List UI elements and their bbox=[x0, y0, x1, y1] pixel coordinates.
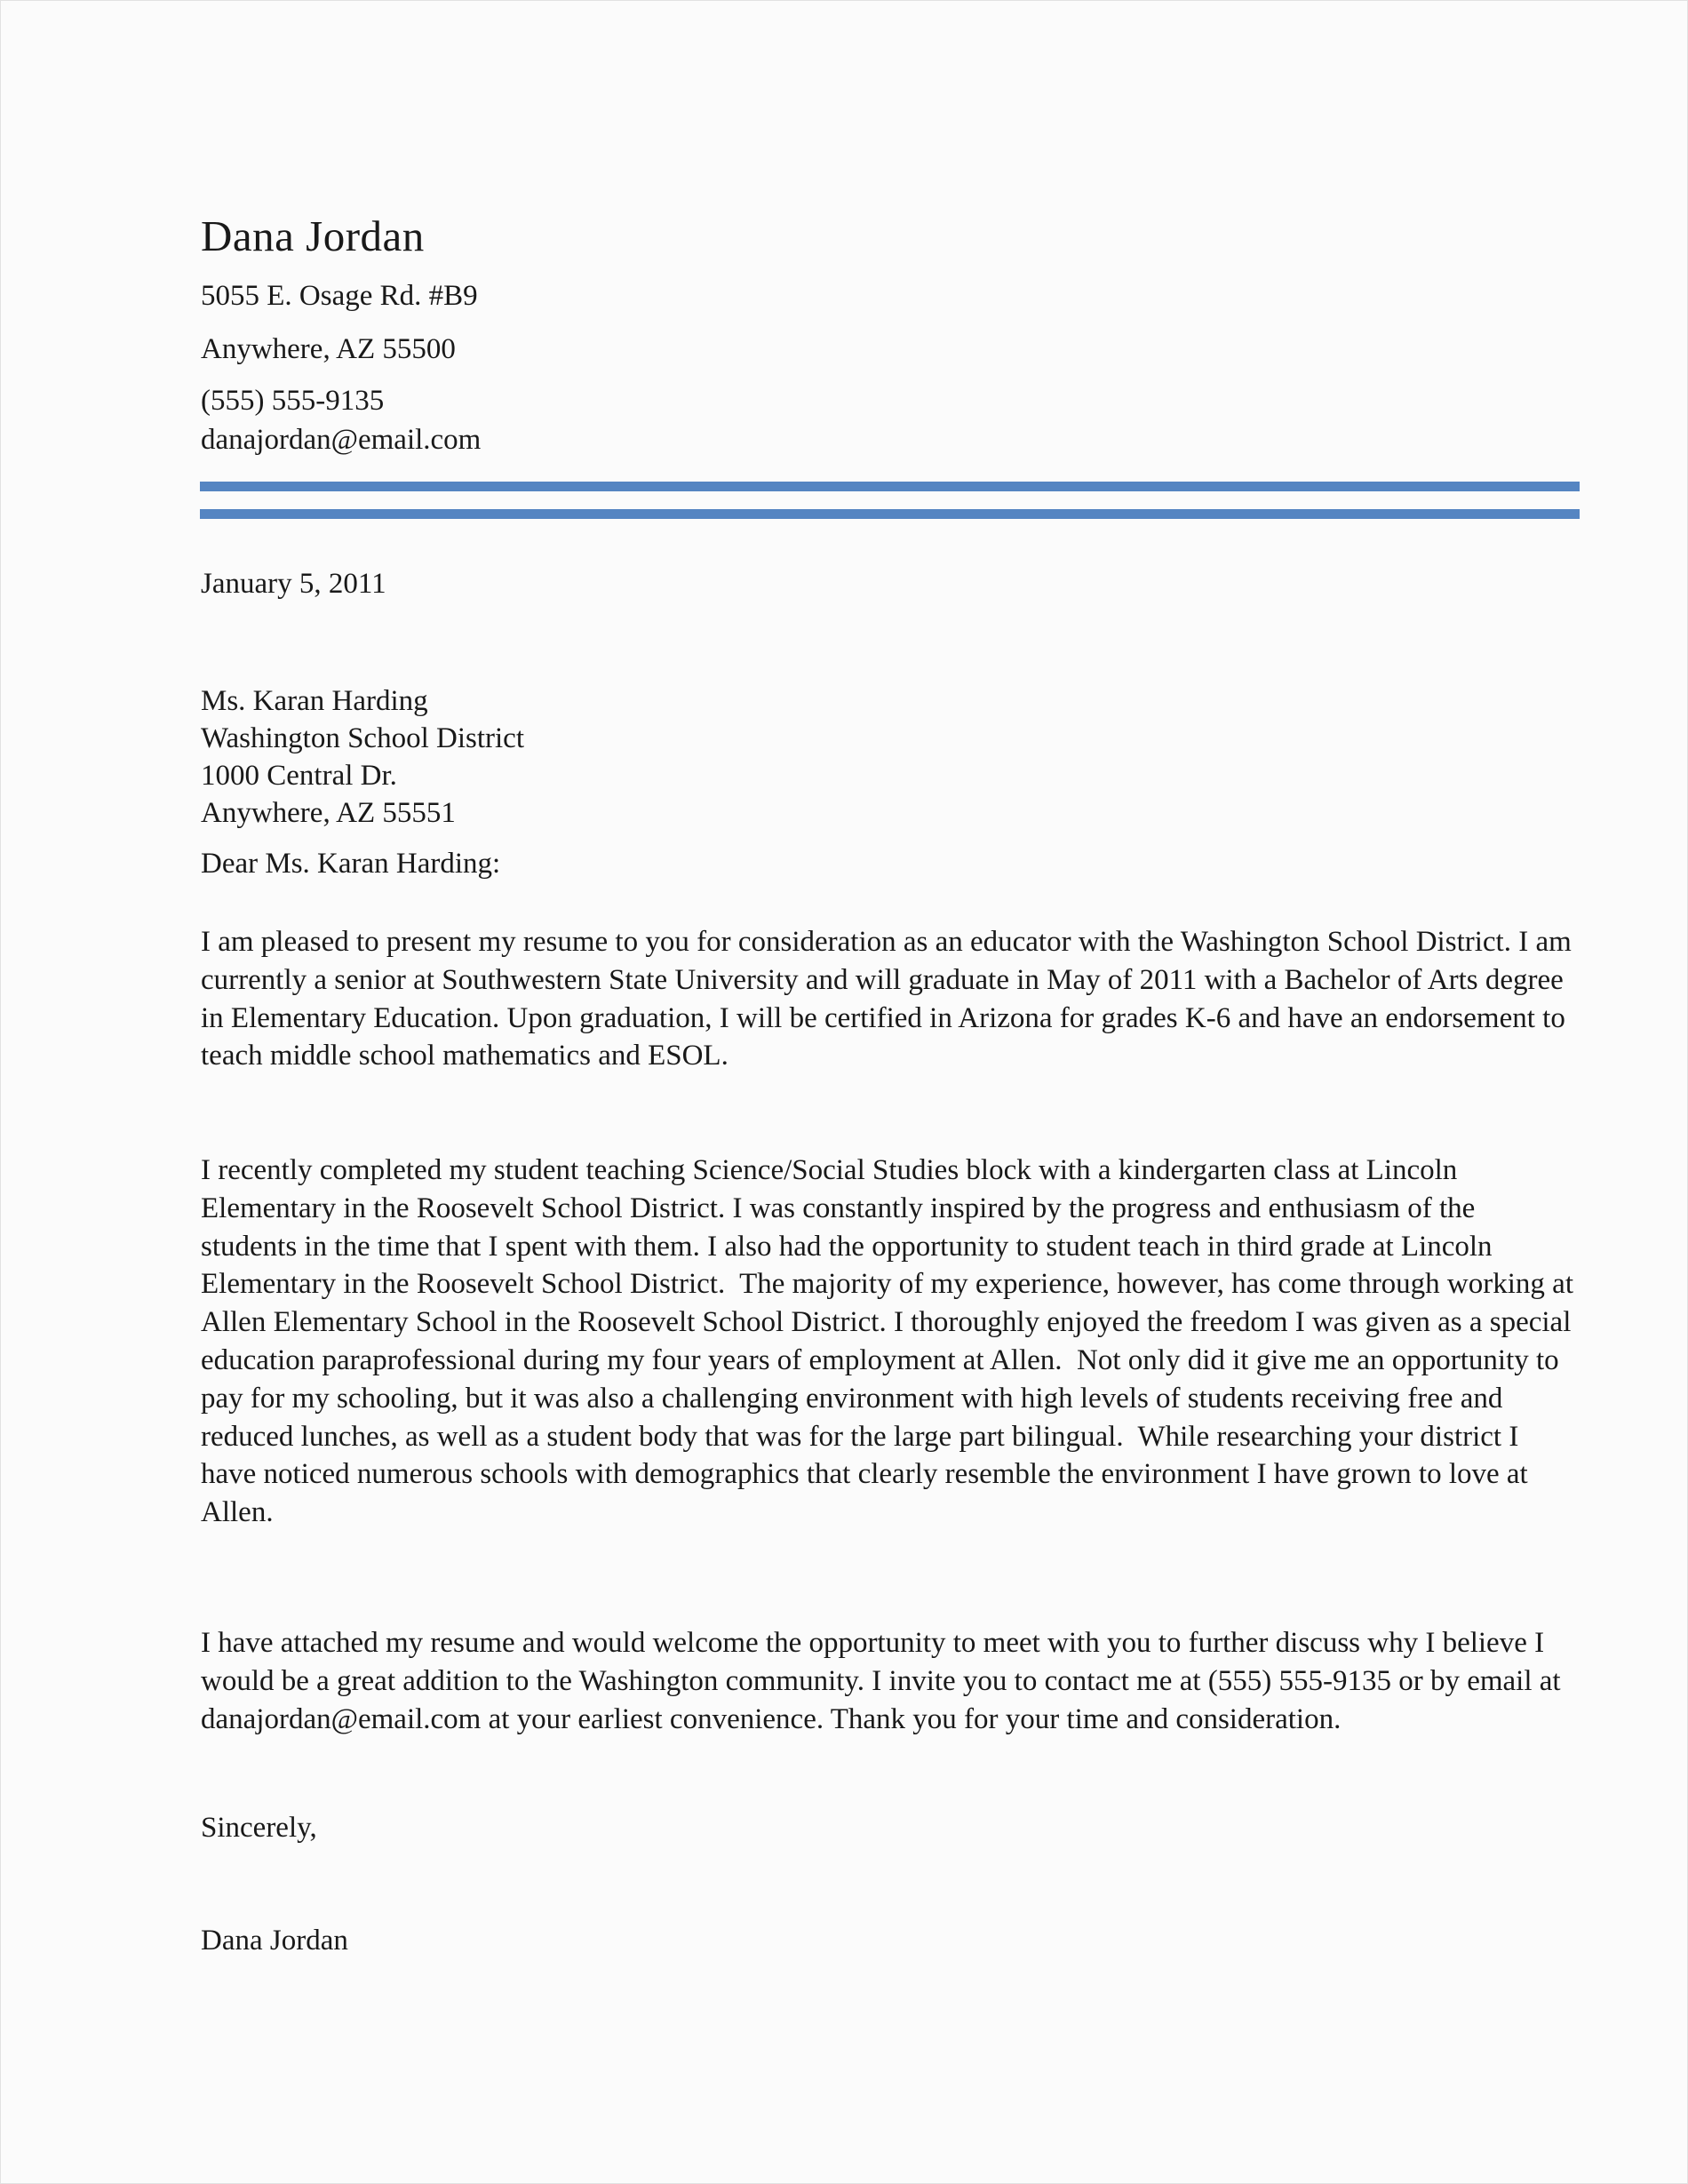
header-divider-top-line bbox=[200, 482, 1580, 491]
recipient-name: Ms. Karan Harding bbox=[201, 685, 428, 717]
sender-name: Dana Jordan bbox=[201, 211, 425, 260]
recipient-organization: Washington School District bbox=[201, 722, 524, 754]
body-paragraph-1: I am pleased to present my resume to you for consideration as an educator with the Washington School District. I am currently a senior at Southwestern State University and will graduate in May of 2011 with a Bachelor of Arts degree in Elementary Education. Upon graduation, I will be certified in Arizona for grades K-6 and have an endorsement to teach middle school mathematics and ESOL. bbox=[201, 926, 1580, 1072]
recipient-address-line1: 1000 Central Dr. bbox=[201, 760, 397, 792]
letter-date: January 5, 2011 bbox=[201, 568, 386, 600]
body-paragraph-3: I have attached my resume and would welcome the opportunity to meet with you to further discuss why I believe I would be a great addition to the Washington community. I invite you to contact me at (555) 555-9135 or by email at danajordan@email.com at your earliest convenience. Thank you for your time and consideration. bbox=[201, 1627, 1568, 1735]
sender-address-line2: Anywhere, AZ 55500 bbox=[201, 333, 456, 365]
sender-address-line1: 5055 E. Osage Rd. #B9 bbox=[201, 280, 478, 312]
salutation: Dear Ms. Karan Harding: bbox=[201, 848, 501, 880]
recipient-address-line2: Anywhere, AZ 55551 bbox=[201, 797, 456, 829]
body-paragraph-2: I recently completed my student teaching Science/Social Studies block with a kindergarten class at Lincoln Elementary in the Roosevelt School District. I was constantly inspired by the progress and enthusiasm of the students in the time that I spent with them. I also had the opportunity to student teach in third grade at Lincoln Elementary in the Roosevelt School District. The majority of my experience, however, has come through working at Allen Elementary School in the Roosevelt School District. I thoroughly enjoyed the freedom I was given as a special education paraprofessional during my four years of employment at Allen. Not only did it give me an opportunity to pay for my schooling, but it was also a challenging environment with high levels of students receiving free and reduced lunches, as well as a student body that was for the large part bilingual. While researching your district I have noticed numerous schools with demographics that clearly resemble the environment I have grown to love at Allen. bbox=[201, 1154, 1580, 1529]
recipient-block bbox=[201, 682, 524, 832]
closing: Sincerely, bbox=[201, 1812, 317, 1844]
signature-name: Dana Jordan bbox=[201, 1925, 348, 1957]
sender-email: danajordan@email.com bbox=[201, 424, 482, 456]
sender-phone: (555) 555-9135 bbox=[201, 385, 385, 417]
header-divider-bottom-line bbox=[200, 509, 1580, 519]
